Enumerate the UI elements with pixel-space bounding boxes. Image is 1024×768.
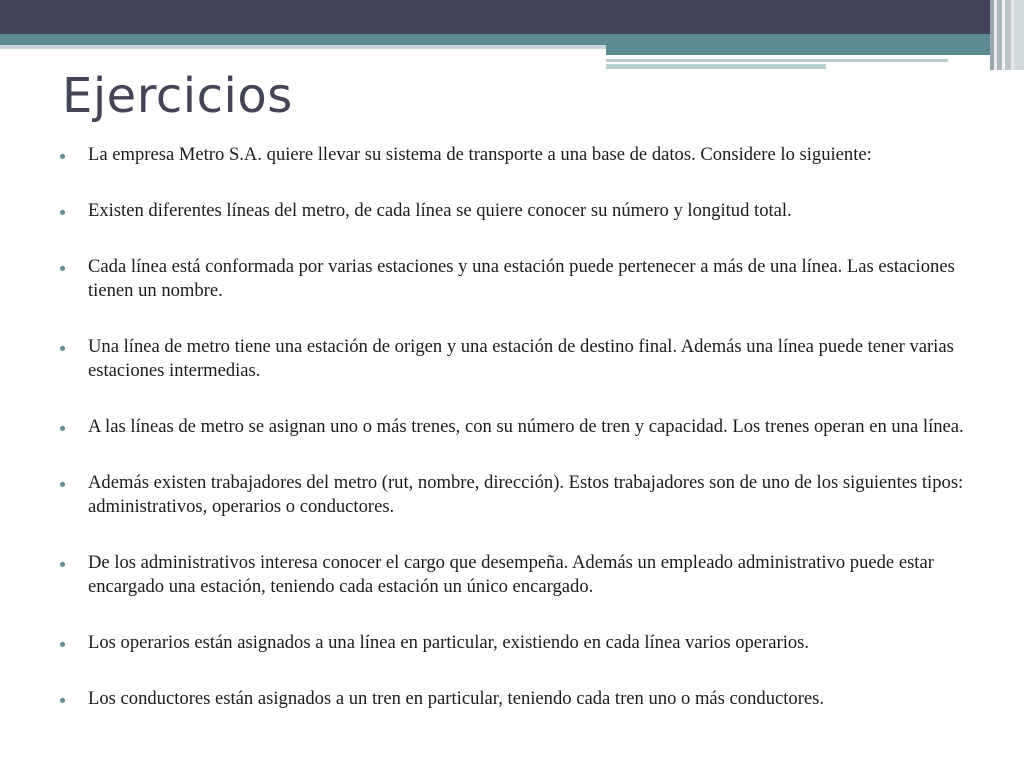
bullet-text: Existen diferentes líneas del metro, de cada línea se quiere conocer su número y longitud total. (88, 200, 792, 221)
bullet-dot-icon (60, 154, 65, 159)
bullet-dot-icon (60, 698, 65, 703)
slide-title: Ejercicios (62, 68, 293, 124)
bullet-dot-icon (60, 346, 65, 351)
bullet-item (58, 687, 978, 711)
bullet-item (58, 335, 978, 383)
bullet-text: Una línea de metro tiene una estación de origen y una estación de destino final. Además una línea puede tener varias estaciones intermedias. (88, 336, 954, 381)
bullet-dot-icon (60, 562, 65, 567)
bullet-item (58, 143, 978, 167)
bullet-item (58, 551, 978, 599)
bullet-text: Cada línea está conformada por varias estaciones y una estación puede pertenecer a más de una línea. Las estaciones tienen un nombre. (88, 256, 955, 301)
bullet-dot-icon (60, 210, 65, 215)
header-band-dark (0, 0, 1024, 34)
bullet-item (58, 631, 978, 655)
bullet-dot-icon (60, 266, 65, 271)
header-band-teal (0, 34, 1024, 45)
bullet-item (58, 199, 978, 223)
bullet-text: Los operarios están asignados a una línea en particular, existiendo en cada línea varios operarios. (88, 632, 810, 653)
bullet-dot-icon (60, 642, 65, 647)
bullet-item (58, 471, 978, 519)
bullet-item (58, 255, 978, 303)
bullet-item (58, 415, 978, 439)
header-band-right-block (606, 45, 1024, 55)
bullet-dot-icon (60, 482, 65, 487)
bullet-text: De los administrativos interesa conocer el cargo que desempeña. Además un empleado administrativo puede estar encargado una estación, teniendo cada estación un único encargado. (88, 552, 934, 597)
bullet-text: Además existen trabajadores del metro (rut, nombre, dirección). Estos trabajadores son de uno de los siguientes tipos: administrativos, operarios o conductores. (88, 472, 964, 517)
bullet-text: La empresa Metro S.A. quiere llevar su sistema de transporte a una base de datos. Considere lo siguiente: (88, 144, 872, 165)
bullet-dot-icon (60, 426, 65, 431)
header-stripes (990, 0, 1024, 70)
header-band-right-line (606, 59, 948, 62)
header-band-right-line (606, 64, 826, 69)
bullet-list (58, 143, 978, 711)
bullet-text: Los conductores están asignados a un tren en particular, teniendo cada tren uno o más conductores. (88, 688, 825, 709)
header-band-light (0, 45, 606, 49)
bullet-text: A las líneas de metro se asignan uno o más trenes, con su número de tren y capacidad. Los trenes operan en una línea. (88, 416, 964, 437)
